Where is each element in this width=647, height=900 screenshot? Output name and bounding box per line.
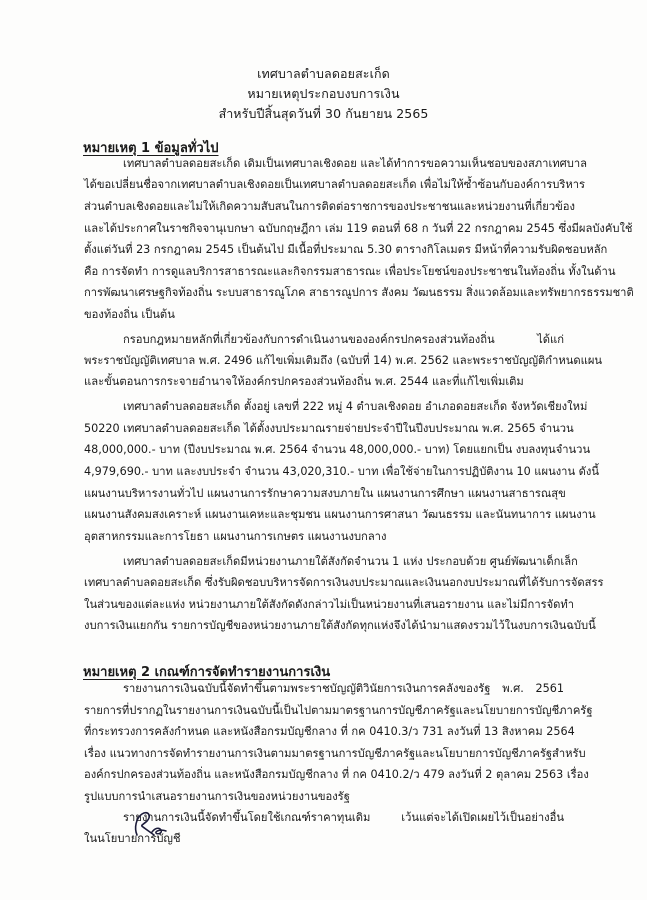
note1-p3-line: 48,000,000.- บาท (ปีงบประมาณ พ.ศ. 2564 จำนวน 48,000,000.- บาท) โดยแยกเป็น งบลงทุนจำนวน (84, 443, 591, 456)
note2-p1-line: รายการที่ปรากฏในรายงานการเงินฉบับนี้เป็นไปตามมาตรฐานการบัญชีภาครัฐและนโยบายการบัญชีภาครัฐ (84, 704, 593, 717)
note1-p1-line: และได้ประกาศในราชกิจจานุเบกษา ฉบับกฤษฎีกา เล่ม 119 ตอนที่ 68 ก วันที่ 22 กรกฎาคม 2545 ซึ่งมีผลบังคับใช้ (84, 222, 633, 235)
handwritten-initials (128, 808, 170, 842)
note2-p1-line: ที่กระทรวงการคลังกำหนด และหนังสือกรมบัญชีกลาง ที่ กค 0410.3/ว 731 ลงวันที่ 13 สิงหาคม 2564 (84, 725, 575, 738)
note1-p3-line: 4,979,690.- บาท และงบประจำ จำนวน 43,020,310.- บาท เพื่อใช้จ่ายในการปฏิบัติงาน 10 แผนงาน ดังนี้ (84, 465, 600, 478)
note1-p3-line: แผนงานบริหารงานทั่วไป แผนงานการรักษาความสงบภายใน แผนงานการศึกษา แผนงานสาธารณสุข (84, 487, 566, 500)
note1-p3-line: 50220 เทศบาลตำบลดอยสะเก็ด ได้ตั้งงบประมาณรายจ่ายประจำปีในปีงบประมาณ พ.ศ. 2565 จำนวน (84, 422, 574, 435)
note1-p1-line: ได้ขอเปลี่ยนชื่อจากเทศบาลตำบลเชิงดอยเป็นเทศบาลตำบลดอยสะเก็ด เพื่อไม่ให้ซ้ำซ้อนกับองค์การบริหาร (84, 178, 586, 191)
document-header (0, 64, 647, 124)
note1-p2-line: กรอบกฎหมายหลักที่เกี่ยวข้องกับการดำเนินงานขององค์กรปกครองส่วนท้องถิ่น ได้แก่ (123, 333, 564, 346)
note1-p4-line: เทศบาลตำบลดอยสะเก็ดมีหน่วยงานภายใต้สังกัดจำนวน 1 แห่ง ประกอบด้วย ศูนย์พัฒนาเด็กเล็ก (123, 555, 578, 568)
note1-title: หมายเหตุ 1 ข้อมูลทั่วไป (83, 141, 219, 156)
note1-p1-line: การพัฒนาเศรษฐกิจท้องถิ่น ระบบสาธารณูโภค สาธารณูปการ สังคม วัฒนธรรม สิ่งแวดล้อมและทรัพยากรธรรมชาติ (84, 286, 634, 299)
note1-p4-line: ในส่วนของแต่ละแห่ง หน่วยงานภายใต้สังกัดดังกล่าวไม่เป็นหน่วยงานที่เสนอรายงาน และไม่มีการจัดทำ (84, 598, 575, 611)
header-organization: เทศบาลตำบลดอยสะเก็ด (257, 66, 390, 81)
note2-p1-line: รายงานการเงินฉบับนี้จัดทำขึ้นตามพระราชบัญญัติวินัยการเงินการคลังของรัฐ พ.ศ. 2561 (123, 682, 564, 695)
note1-p1-line: ตั้งแต่วันที่ 23 กรกฎาคม 2545 เป็นต้นไป มีเนื้อที่ประมาณ 5.30 ตารางกิโลเมตร มีหน้าที่ความรับผิดชอบหลัก (84, 243, 608, 256)
header-document-title: หมายเหตุประกอบงบการเงิน (247, 86, 400, 101)
note1-p2-line: พระราชบัญญัติเทศบาล พ.ศ. 2496 แก้ไขเพิ่มเติมถึง (ฉบับที่ 14) พ.ศ. 2562 และพระราชบัญญัติกำหนดแผน (84, 354, 603, 367)
note2-p1-line: รูปแบบการนำเสนอรายงานการเงินของหน่วยงานของรัฐ (84, 790, 350, 803)
note1-p3-line: แผนงานสังคมสงเคราะห์ แผนงานเคหะและชุมชน แผนงานการศาสนา วัฒนธรรม และนันทนาการ แผนงาน (84, 508, 596, 521)
header-period: สำหรับปีสิ้นสุดวันที่ 30 กันยายน 2565 (218, 106, 429, 121)
note2-p2-line: ในนโยบายการบัญชี (84, 832, 181, 845)
note1-p1-line: คือ การจัดทำ การดูแลบริการสาธารณะและกิจกรรมสาธารณะ เพื่อประโยชน์ของประชาชนในท้องถิ่น ทั้งในด้าน (84, 265, 616, 278)
note2-p1-line: องค์กรปกครองส่วนท้องถิ่น และหนังสือกรมบัญชีกลาง ที่ กค 0410.2/ว 479 ลงวันที่ 2 ตุลาคม 2563 เรื่อง (84, 768, 589, 781)
note1-p2-line: และขั้นตอนการกระจายอำนาจให้องค์กรปกครองส่วนท้องถิ่น พ.ศ. 2544 และที่แก้ไขเพิ่มเติม (84, 375, 524, 388)
note2-title: หมายเหตุ 2 เกณฑ์การจัดทำรายงานการเงิน (83, 665, 331, 680)
note1-p4-line: เทศบาลตำบลดอยสะเก็ด ซึ่งรับผิดชอบบริหารจัดการเงินงบประมาณและเงินนอกงบประมาณที่ได้รับการจัดสรร (84, 576, 604, 589)
note1-p3-line: อุตสาหกรรมและการโยธา แผนงานการเกษตร แผนงานงบกลาง (84, 530, 387, 543)
note1-p1-line: เทศบาลตำบลดอยสะเก็ด เดิมเป็นเทศบาลเชิงดอย และได้ทำการขอความเห็นชอบของสภาเทศบาล (123, 157, 587, 170)
note2-p1-line: เรื่อง แนวทางการจัดทำรายงานการเงินตามมาตรฐานการบัญชีภาครัฐและนโยบายการบัญชีภาครัฐสำหรับ (84, 747, 586, 760)
note1-p3-line: เทศบาลตำบลดอยสะเก็ด ตั้งอยู่ เลขที่ 222 หมู่ 4 ตำบลเชิงดอย อำเภอดอยสะเก็ด จังหวัดเชียงใหม่ (123, 400, 588, 413)
note1-p1-line: ของท้องถิ่น เป็นต้น (84, 308, 175, 321)
note1-p4-line: งบการเงินแยกกัน รายการบัญชีของหน่วยงานภายใต้สังกัดทุกแห่งจึงได้นำมาแสดงรวมไว้ในงบการเงินฉบับนี้ (84, 619, 596, 632)
note2-p2-line: รายงานการเงินนี้จัดทำขึ้นโดยใช้เกณฑ์ราคาทุนเดิม เว้นแต่จะได้เปิดเผยไว้เป็นอย่างอื่น (123, 811, 564, 824)
note1-p1-line: ส่วนตำบลเชิงดอยและไม่ให้เกิดความสับสนในการติดต่อราชการของประชาชนและหน่วยงานที่เกี่ยวข้อง (84, 200, 575, 213)
